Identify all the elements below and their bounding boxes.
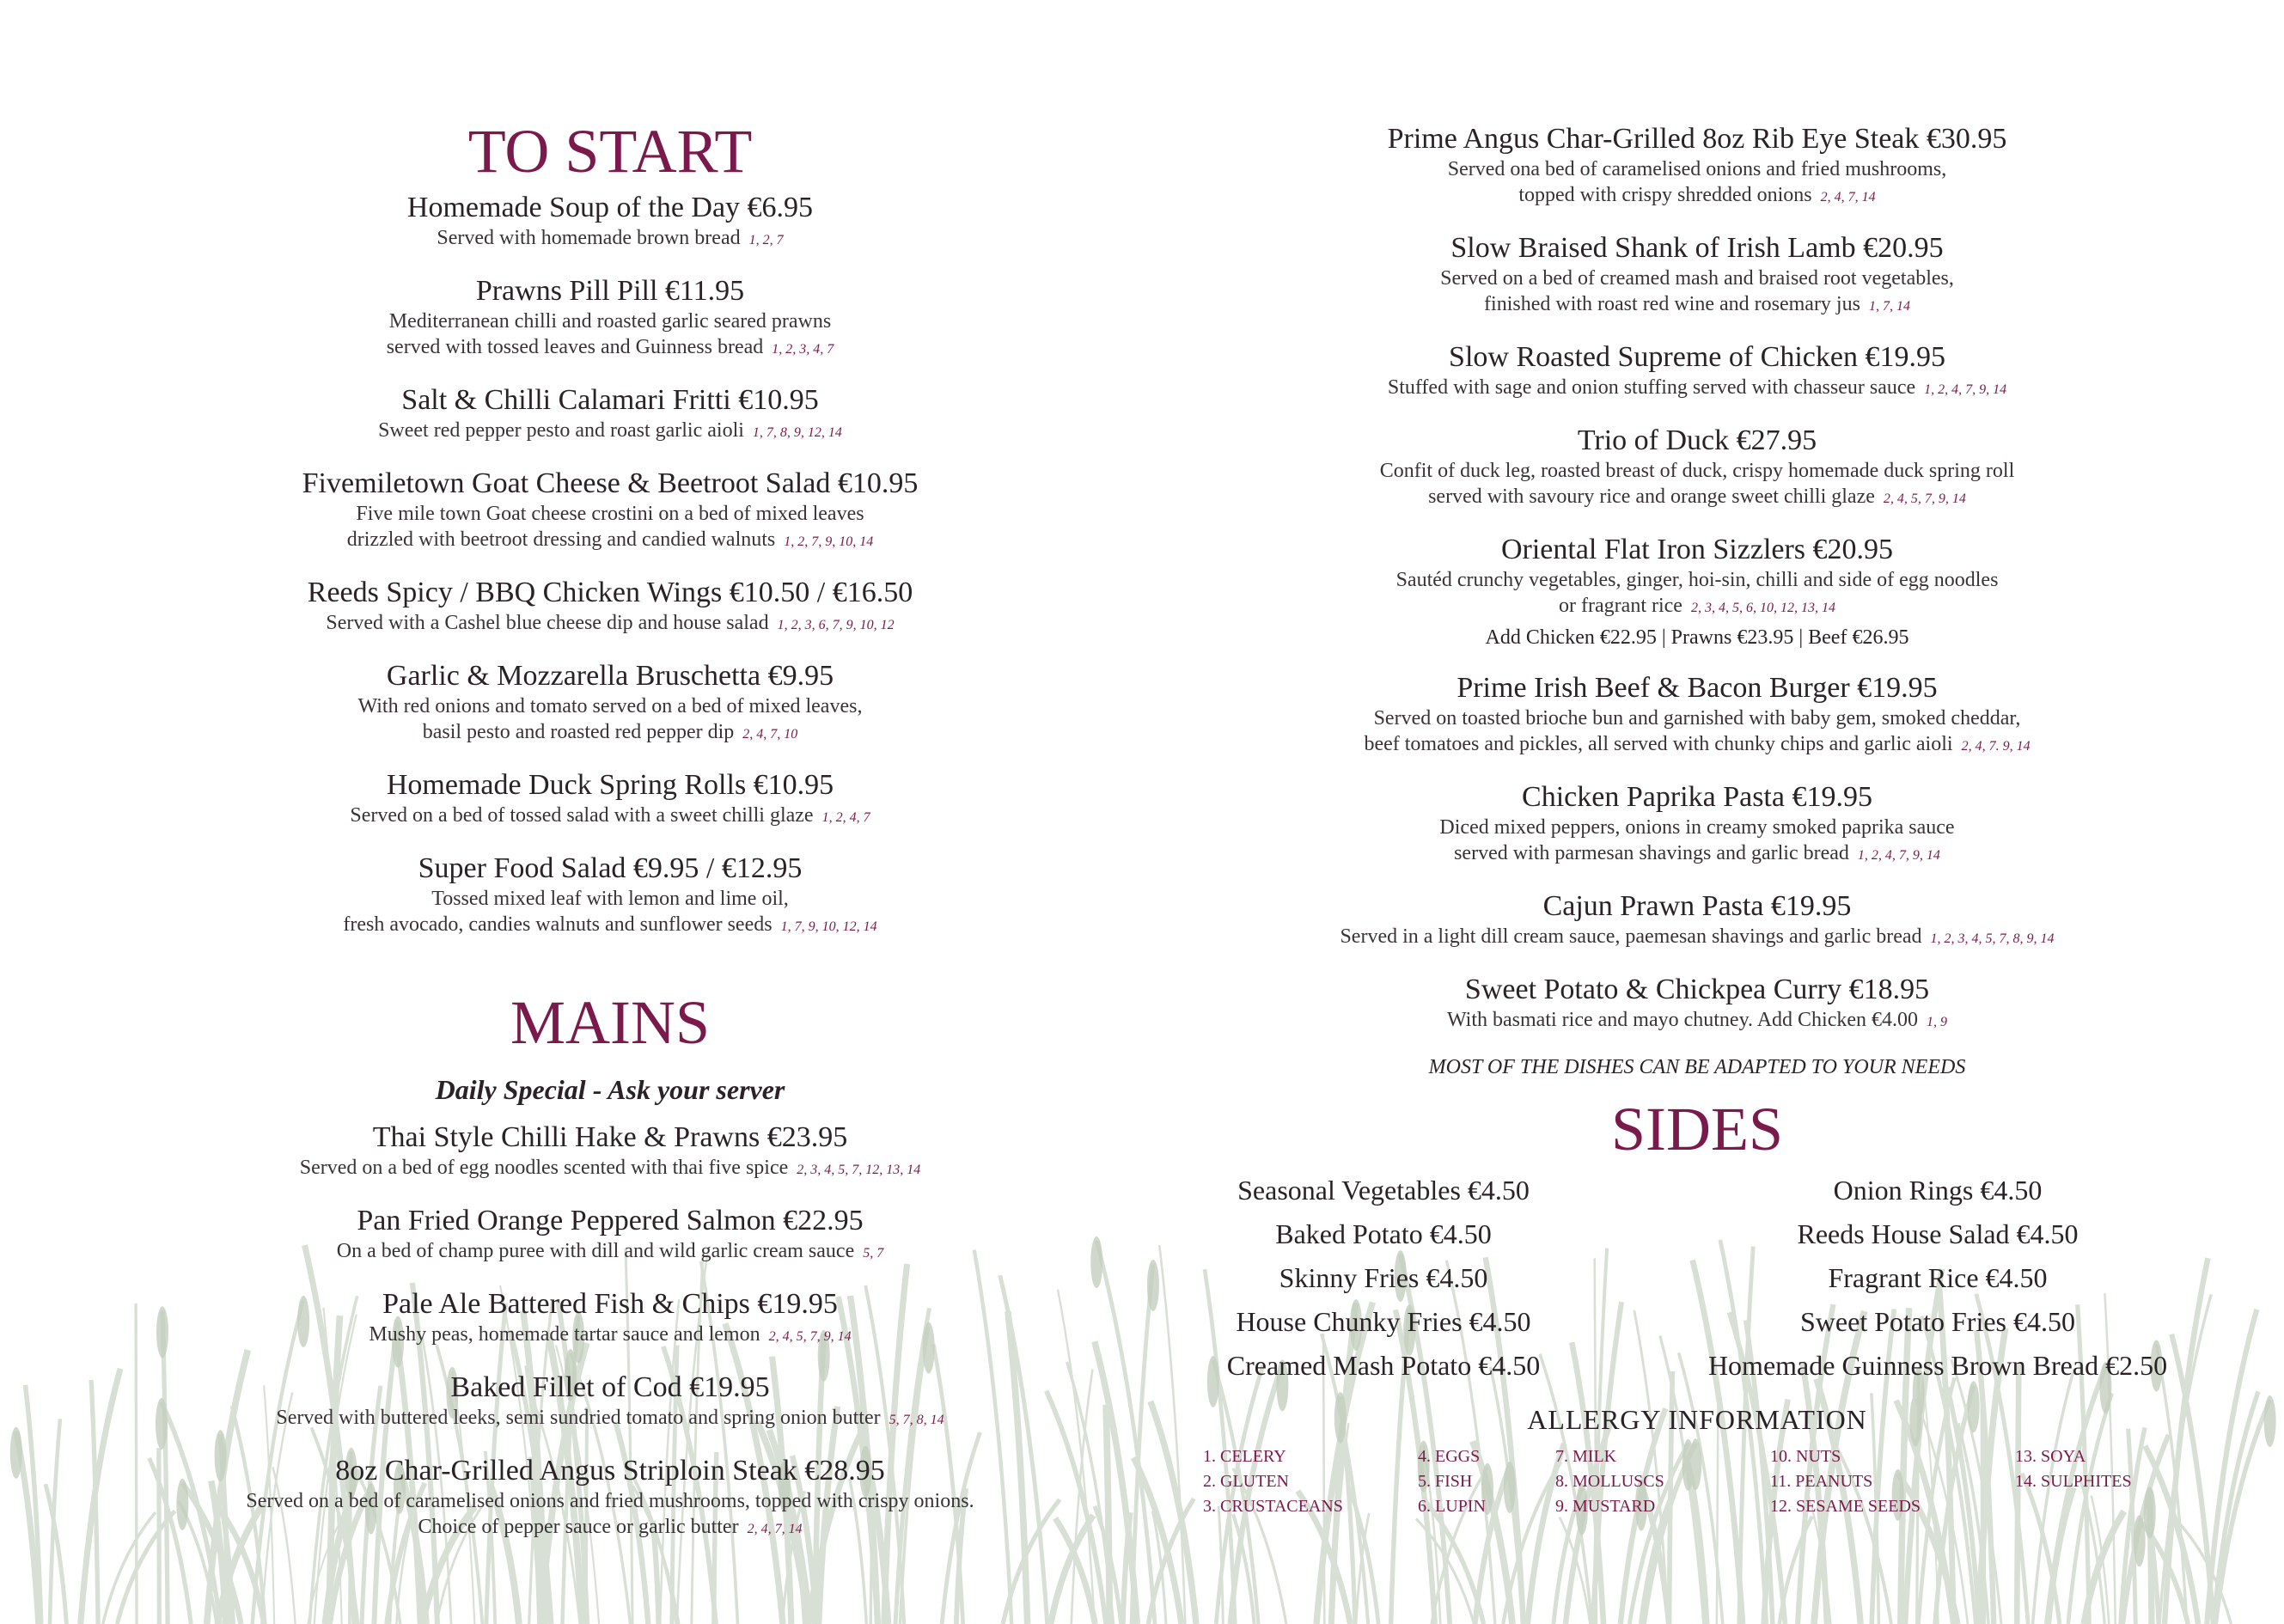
allergen-entry: 2. GLUTEN: [1203, 1472, 1289, 1491]
item-description: or fragrant rice 2, 3, 4, 5, 6, 10, 12, 13, 14: [1559, 595, 1835, 617]
item-name: Cajun Prawn Pasta €19.95: [1542, 890, 1852, 922]
allergen-codes: 1, 7, 8, 9, 12, 14: [752, 425, 842, 440]
grass-blade: [1106, 1405, 1109, 1624]
item-description: Served on a bed of caramelised onions and fried mushrooms, topped with crispy onions.: [246, 1490, 974, 1512]
allergy-legend: [1203, 1444, 2191, 1530]
item-description: Confit of duck leg, roasted breast of duck, crispy homemade duck spring roll: [1379, 460, 2015, 482]
item-description: Diced mixed peppers, onions in creamy smoked paprika sauce: [1439, 816, 1955, 839]
item-name: Trio of Duck €27.95: [1577, 424, 1817, 456]
allergen-codes: 1, 2, 4, 7, 9, 14: [1924, 382, 2007, 397]
menu-item: [137, 1204, 1083, 1267]
side-item: Creamed Mash Potato €4.50: [1226, 1350, 1541, 1381]
menu-item: [137, 1454, 1083, 1542]
allergy-column: [1203, 1444, 1343, 1519]
grass-seed-head: [2264, 1395, 2276, 1447]
item-name: Chicken Paprika Pasta €19.95: [1522, 781, 1872, 813]
item-description: Served with buttered leeks, semi sundried tomato and spring onion butter 5, 7, 8, 14: [276, 1407, 944, 1429]
menu-item: [137, 191, 1083, 253]
grass-blade: [136, 1303, 137, 1624]
mains-heading: MAINS: [510, 988, 711, 1057]
sides-heading: SIDES: [1610, 1095, 1784, 1163]
item-name: Thai Style Chilli Hake & Prawns €23.95: [372, 1121, 848, 1153]
allergen-entry: 14. SULPHITES: [2015, 1472, 2132, 1491]
item-description: Choice of pepper sauce or garlic butter 2, 4, 7, 14: [418, 1516, 803, 1538]
item-name: Baked Fillet of Cod €19.95: [450, 1371, 770, 1403]
item-name: Oriental Flat Iron Sizzlers €20.95: [1500, 534, 1894, 565]
allergen-codes: 2, 3, 4, 5, 6, 10, 12, 13, 14: [1690, 601, 1835, 615]
item-description: finished with roast red wine and rosemary jus 1, 7, 14: [1484, 293, 1910, 315]
allergen-codes: 2, 4, 7, 14: [1820, 190, 1876, 205]
allergen-codes: 2, 4, 5, 7, 9, 14: [1883, 491, 1966, 506]
menu-item: [137, 576, 1083, 638]
daily-special: Daily Special - Ask your server: [435, 1074, 785, 1105]
item-name: Prawns Pill Pill €11.95: [475, 275, 745, 307]
right-page: [1203, 0, 2191, 1530]
item-description: topped with crispy shredded onions 2, 4, 7, 14: [1518, 184, 1876, 206]
allergen-codes: 2, 4, 5, 7, 9, 14: [768, 1329, 852, 1344]
side-item: Fragrant Rice €4.50: [1828, 1262, 2048, 1293]
allergy-column: [1770, 1444, 1921, 1519]
menu-item: [1203, 424, 2191, 512]
item-description: Served with a Cashel blue cheese dip and house salad 1, 2, 3, 6, 7, 9, 10, 12: [326, 612, 895, 634]
allergen-codes: 1, 2, 4, 7: [821, 810, 870, 825]
menu-item: [137, 467, 1083, 555]
item-name: Homemade Soup of the Day €6.95: [406, 192, 814, 223]
allergen-entry: 8. MOLLUSCS: [1555, 1472, 1664, 1491]
item-addons: Add Chicken €22.95 | Prawns €23.95 | Beef €26.95: [1485, 626, 1909, 649]
allergy-column: [2015, 1444, 2132, 1494]
allergen-entry: 12. SESAME SEEDS: [1770, 1497, 1921, 1516]
menu-item: [137, 768, 1083, 831]
side-item: Skinny Fries €4.50: [1279, 1262, 1488, 1293]
grass-seed-head: [1090, 1236, 1102, 1288]
item-name: 8oz Char-Grilled Angus Striploin Steak €28.95: [335, 1455, 885, 1487]
item-description: Served on a bed of tossed salad with a sweet chilli glaze 1, 2, 4, 7: [350, 804, 870, 827]
allergen-entry: 13. SOYA: [2015, 1447, 2086, 1466]
item-description: Mediterranean chilli and roasted garlic seared prawns: [388, 310, 832, 333]
allergen-entry: 9. MUSTARD: [1555, 1497, 1656, 1516]
menu-item: [137, 383, 1083, 446]
menu-item: [137, 1371, 1083, 1433]
menu-item: [137, 1287, 1083, 1350]
allergen-codes: 5, 7, 8, 14: [889, 1413, 944, 1427]
item-description: Sweet red pepper pesto and roast garlic aioli 1, 7, 8, 9, 12, 14: [378, 419, 842, 442]
item-description: With red onions and tomato served on a bed of mixed leaves,: [357, 695, 863, 717]
item-description: served with parmesan shavings and garlic bread 1, 2, 4, 7, 9, 14: [1454, 842, 1940, 864]
side-item: Sweet Potato Fries €4.50: [1800, 1306, 2075, 1337]
item-description: basil pesto and roasted red pepper dip 2, 4, 7, 10: [422, 721, 798, 743]
menu-item: [137, 274, 1083, 363]
item-name: Sweet Potato & Chickpea Curry €18.95: [1464, 974, 1930, 1005]
item-description: Served on a bed of creamed mash and braised root vegetables,: [1440, 267, 1954, 290]
mains-list-right: [1203, 122, 2191, 1035]
starters-list: [137, 191, 1083, 940]
side-item: Reeds House Salad €4.50: [1797, 1218, 2079, 1249]
item-name: Slow Roasted Supreme of Chicken €19.95: [1449, 341, 1945, 373]
side-item: Baked Potato €4.50: [1275, 1218, 1492, 1249]
allergen-codes: 1, 7, 9, 10, 12, 14: [780, 919, 877, 934]
sides-column-1: [1203, 1169, 1564, 1388]
allergen-codes: 2, 4, 7, 10: [742, 727, 798, 742]
item-name: Slow Braised Shank of Irish Lamb €20.95: [1450, 232, 1944, 264]
allergen-entry: 3. CRUSTACEANS: [1203, 1497, 1343, 1516]
item-description: Five mile town Goat cheese crostini on a bed of mixed leaves: [356, 503, 864, 525]
menu-item: [1203, 889, 2191, 952]
allergen-entry: 5. FISH: [1418, 1472, 1473, 1491]
left-page: [137, 0, 1083, 1563]
item-name: Prime Irish Beef & Bacon Burger €19.95: [1457, 672, 1938, 704]
item-description: Sautéd crunchy vegetables, ginger, hoi-sin, chilli and side of egg noodles: [1395, 569, 1999, 591]
menu-item: [1203, 780, 2191, 869]
menu-item: [1203, 973, 2191, 1035]
item-description: Tossed mixed leaf with lemon and lime oil,: [431, 888, 789, 910]
menu-item: [1203, 122, 2191, 211]
side-item: Onion Rings €4.50: [1833, 1175, 2043, 1206]
allergen-entry: 7. MILK: [1555, 1447, 1617, 1466]
item-description: On a bed of champ puree with dill and wild garlic cream sauce 5, 7: [336, 1240, 884, 1262]
allergen-entry: 4. EGGS: [1418, 1447, 1481, 1466]
item-name: Salt & Chilli Calamari Fritti €10.95: [401, 384, 819, 416]
menu-item: [137, 1120, 1083, 1183]
item-description: Mushy peas, homemade tartar sauce and lemon 2, 4, 5, 7, 9, 14: [369, 1323, 852, 1346]
item-description: Served on toasted brioche bun and garnished with baby gem, smoked cheddar,: [1373, 707, 2021, 730]
item-name: Fivemiletown Goat Cheese & Beetroot Salad €10.95: [302, 467, 919, 499]
allergen-entry: 1. CELERY: [1203, 1447, 1286, 1466]
grass-seed-head: [10, 1427, 22, 1479]
item-description: served with savoury rice and orange sweet chilli glaze 2, 4, 5, 7, 9, 14: [1428, 485, 1966, 508]
item-description: beef tomatoes and pickles, all served with chunky chips and garlic aioli 2, 4, 7. 9, 14: [1364, 733, 2031, 755]
allergen-codes: 1, 9: [1927, 1015, 1947, 1029]
allergen-codes: 2, 3, 4, 5, 7, 12, 13, 14: [797, 1163, 921, 1177]
allergen-codes: 2, 4, 7, 14: [747, 1522, 803, 1536]
item-name: Prime Angus Char-Grilled 8oz Rib Eye Steak €30.95: [1387, 123, 2007, 155]
side-item: Seasonal Vegetables €4.50: [1237, 1175, 1530, 1206]
item-description: Served ona bed of caramelised onions and fried mushrooms,: [1447, 158, 1947, 180]
item-name: Pale Ale Battered Fish & Chips €19.95: [382, 1288, 838, 1320]
item-description: Served with homemade brown bread 1, 2, 7: [437, 227, 784, 249]
allergen-entry: 10. NUTS: [1770, 1447, 1841, 1466]
item-description: Served in a light dill cream sauce, paemesan shavings and garlic bread 1, 2, 3, 4, 5, 7, 8, 9, 14: [1340, 925, 2055, 948]
item-description: Stuffed with sage and onion stuffing served with chasseur sauce 1, 2, 4, 7, 9, 14: [1387, 376, 2007, 399]
menu-item: [137, 659, 1083, 748]
allergen-codes: 1, 7, 14: [1868, 299, 1910, 314]
allergen-codes: 1, 2, 3, 4, 5, 7, 8, 9, 14: [1930, 931, 2055, 946]
item-name: Homemade Duck Spring Rolls €10.95: [386, 769, 834, 801]
side-item: House Chunky Fries €4.50: [1236, 1306, 1531, 1337]
allergy-column: [1418, 1444, 1486, 1519]
allergy-column: [1555, 1444, 1664, 1519]
item-description: served with tossed leaves and Guinness bread 1, 2, 3, 4, 7: [386, 336, 834, 358]
allergy-heading: ALLERGY INFORMATION: [1527, 1404, 1867, 1435]
side-item: Homemade Guinness Brown Bread €2.50: [1707, 1350, 2168, 1381]
allergen-codes: 1, 2, 3, 4, 7: [772, 342, 834, 357]
item-name: Garlic & Mozzarella Bruschetta €9.95: [386, 660, 834, 692]
menu-item: [1203, 340, 2191, 403]
adaptation-note: MOST OF THE DISHES CAN BE ADAPTED TO YOUR NEEDS: [1428, 1056, 1966, 1078]
menu-item: [1203, 671, 2191, 760]
menu-item: [1203, 533, 2191, 650]
sides-list: [1203, 1169, 2191, 1401]
item-description: drizzled with beetroot dressing and candied walnuts 1, 2, 7, 9, 10, 14: [346, 528, 874, 551]
grass-seed-head: [1147, 1260, 1159, 1311]
allergen-entry: 6. LUPIN: [1418, 1497, 1486, 1516]
allergen-codes: 1, 2, 7: [748, 233, 784, 247]
menu-item: [137, 852, 1083, 940]
allergen-codes: 1, 2, 4, 7, 9, 14: [1857, 848, 1940, 863]
item-name: Reeds Spicy / BBQ Chicken Wings €10.50 / €16.50: [307, 577, 913, 608]
allergen-codes: 5, 7: [863, 1246, 884, 1261]
allergen-codes: 1, 2, 3, 6, 7, 9, 10, 12: [777, 618, 895, 632]
mains-list-left: [137, 1120, 1083, 1542]
item-description: Served on a bed of egg noodles scented with thai five spice 2, 3, 4, 5, 7, 12, 13, 14: [299, 1157, 921, 1179]
allergen-codes: 2, 4, 7. 9, 14: [1961, 739, 2031, 754]
item-name: Super Food Salad €9.95 / €12.95: [418, 852, 803, 884]
item-name: Pan Fried Orange Peppered Salmon €22.95: [357, 1205, 864, 1236]
grass-blade: [2215, 1400, 2269, 1624]
sides-column-2: [1684, 1169, 2191, 1388]
item-description: With basmati rice and mayo chutney. Add Chicken €4.00 1, 9: [1446, 1009, 1947, 1031]
allergen-codes: 1, 2, 7, 9, 10, 14: [784, 534, 874, 549]
menu-item: [1203, 231, 2191, 320]
to-start-heading: TO START: [467, 117, 753, 186]
item-description: fresh avocado, candies walnuts and sunflower seeds 1, 7, 9, 10, 12, 14: [343, 913, 877, 936]
allergen-entry: 11. PEANUTS: [1770, 1472, 1873, 1491]
